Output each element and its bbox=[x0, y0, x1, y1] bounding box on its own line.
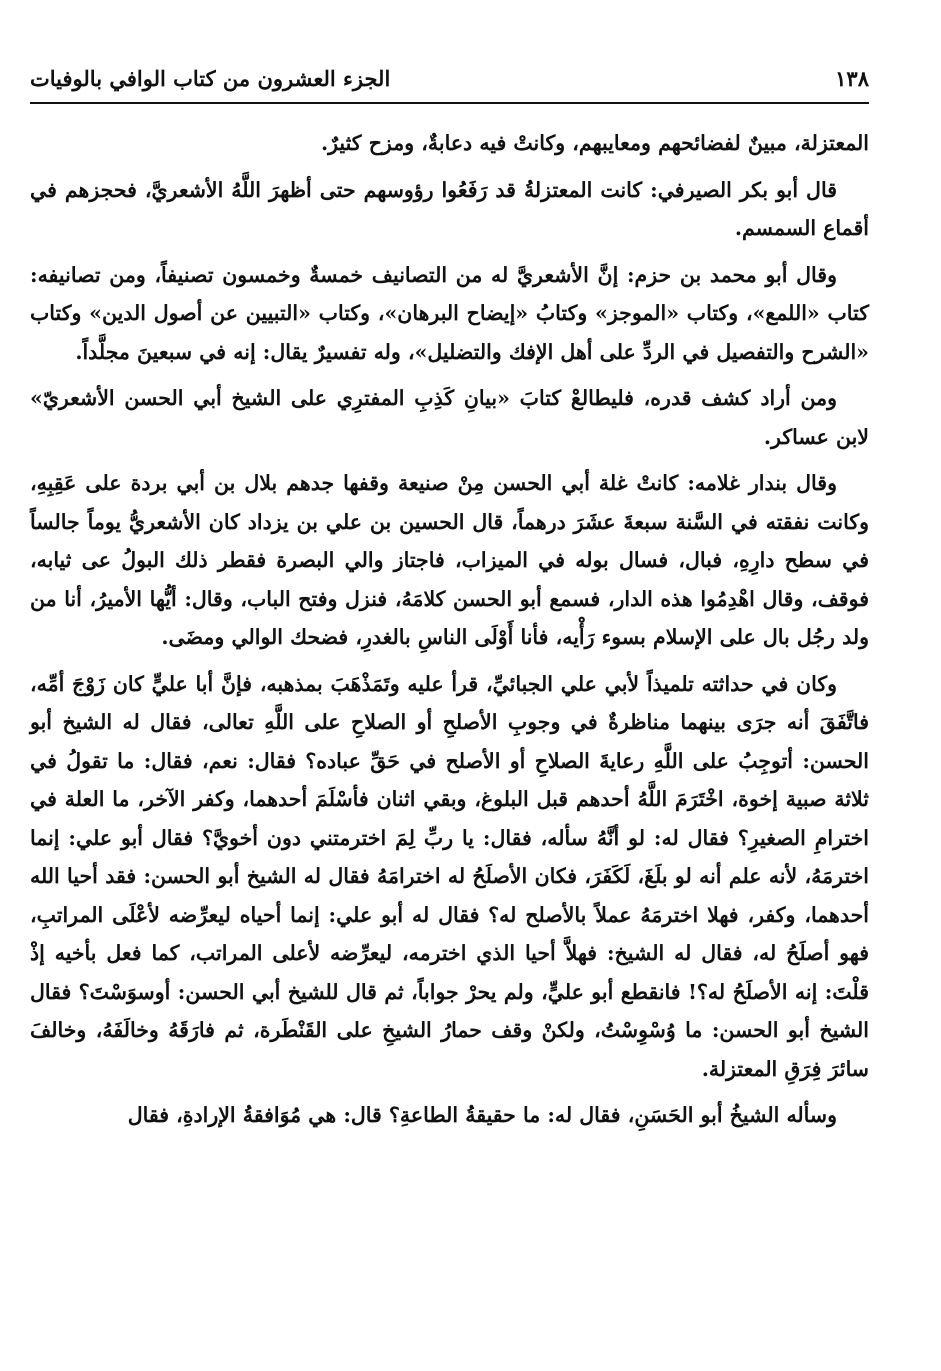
page-number: ١٣٨ bbox=[835, 66, 869, 91]
paragraph: وكان في حداثته تلميذاً لأبي علي الجبائيِّ، قرأ عليه وتَمَذْهَبَ بمذهبه، فإنَّ أبا عليٍّ كان زَوْجَ أمِّه، فاتَّفَقَ أنه جرَى بينهما مناظرةٌ في وجوبِ الأصلحِ أو الصلاحِ على اللَّهِ تعالى، فقال له الشيخ أبو الحسن: أتوجِبُ على اللَّهِ رعايةَ الصلاحِ أو الأصلح في حَقِّ عباده؟ فقال: نعم، فقال: ما تقولُ في ثلاثة صبية إخوة، اخْتَرَمَ اللَّهُ أحدهم قبل البلوغ، وبقي اثنان فأسْلَمَ أحدهما، وكفر الآخر، ما العلة في اخترامِ الصغيرِ؟ فقال له: لو أنَّهُ سأله، فقال: يا ربِّ لِمَ اخترمتني دون أخويَّ؟ فقال أبو علي: إنما اخترمَهُ، لأنه علم أنه لو بلَغَ، لَكَفَرَ، فكان الأصلَحُ له اخترامَهُ فقال له الشيخ أبو الحسن: فقد أحيا الله أحدهما، وكفر، فهلا اخترمَهُ عملاً بالأصلح له؟ فقال له أبو علي: إنما أحياه ليعرِّضه لأعْلَى المراتبِ، فهو أصلَحُ له، فقال له الشيخ: فهلاَّ أحيا الذي اخترمه، ليعرِّضه لأعلى المراتب، كما فعل بأخيه إذْ قلْتَ: إنه الأصلَحُ له؟! فانقطع أبو عليٍّ، ولم يحرْ جواباً، ثم قال للشيخ أبي الحسن: أوسوَسْتَ؟ فقال الشيخ أبو الحسن: ما وُسْوِسْتُ، ولكنْ وقف حمارُ الشيخِ على القَنْطَرة، ثم فارَقَهُ وخالَفَهُ، وخالفَ سائرَ فِرَقِ المعتزلة. bbox=[30, 671, 869, 1081]
body-text bbox=[30, 124, 869, 1135]
paragraph: وقال أبو محمد بن حزم: إنَّ الأشعريَّ له من التصانيف خمسةٌ وخمسون تصنيفاً، ومن تصانيفه: كتاب «اللمع»، وكتاب «الموجز» وكتابُ «إيضاح البرهان»، وكتاب «التبيين عن أصول الدين» وكتاب «الشرح والتفصيل في الردِّ على أهل الإفك والتضليل»، وله تفسيرٌ يقال: إنه في سبعينَ مجلَّداً. bbox=[30, 262, 869, 364]
book-page bbox=[30, 60, 869, 1143]
paragraph: وسأله الشيخُ أبو الحَسَنِ، فقال له: ما حقيقةُ الطاعةِ؟ قال: هي مُوَافقةُ الإرادةِ، فقال bbox=[127, 1103, 837, 1127]
paragraph: وقال بندار غلامه: كانتْ غلة أبي الحسن مِنْ صنيعة وقفها جدهم بلال بن أبي بردة على عَقِبِهِ، وكانت نفقته في السَّنة سبعةَ عشَرَ درهماً، قال الحسين بن علي بن يزداد كان الأشعريُّ يوماً جالساً في سطح دارِهِ، فبال، فسال بوله في الميزاب، فاجتاز والي البصرة فقطر ذلك البولُ عى ثيابه، فوقف، وقال اهْدِمُوا هذه الدار، فسمع أبو الحسن كلامَهُ، فنزل وفتح الباب، وقال: أيُّها الأميرُ، أنا من ولد رجُل بال على الإسلام بسوء رَأْيه، فأنا أَوْلَى الناسِ بالغدرِ، فضحك الوالي ومضَى. bbox=[30, 471, 869, 649]
running-title: الجزء العشرون من كتاب الوافي بالوفيات bbox=[30, 66, 391, 91]
paragraph: ومن أراد كشف قدره، فليطالعْ كتابَ «بيانِ كَذِبِ المفترِي على الشيخ أبي الحسن الأشعريّ» لابن عساكر. bbox=[30, 386, 869, 449]
paragraph: المعتزلة، مبينٌ لفضائحهم ومعايبهم، وكانتْ فيه دعابةٌ، ومزح كثيرٌ. bbox=[320, 131, 869, 155]
page-header bbox=[30, 60, 869, 104]
paragraph: قال أبو بكر الصيرفي: كانت المعتزلةُ قد رَفَعُوا رؤوسهم حتى أظهرَ اللَّهُ الأشعريَّ، فحجزهم في أقماع السمسم. bbox=[30, 177, 869, 240]
